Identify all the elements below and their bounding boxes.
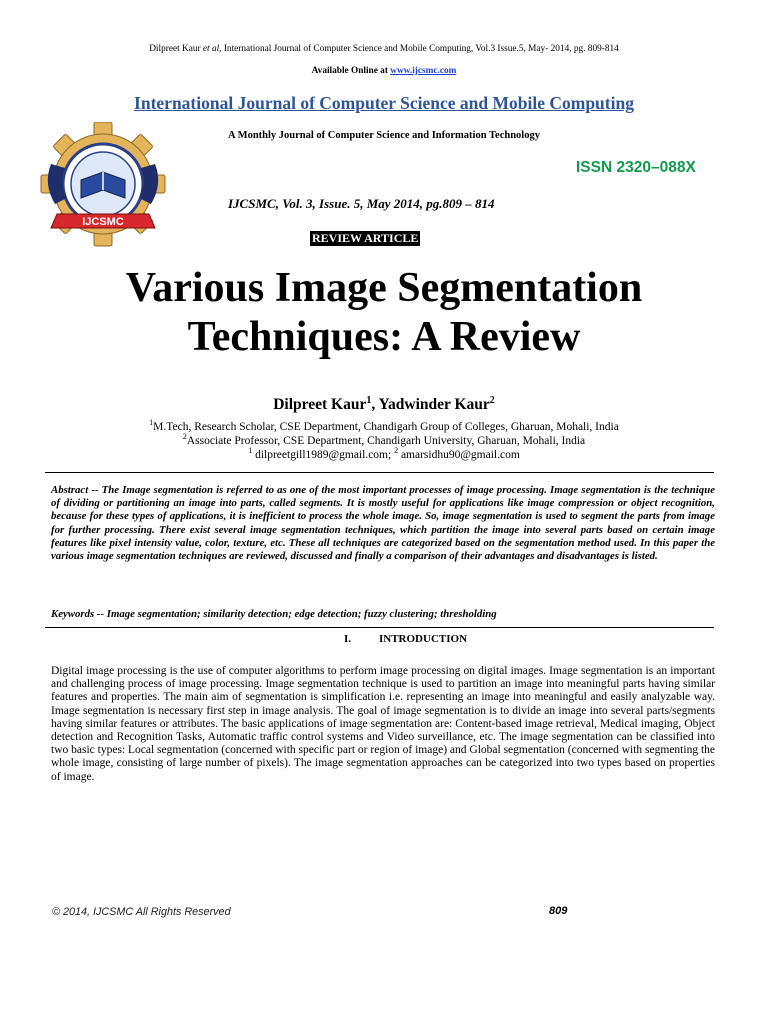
volume-line: IJCSMC, Vol. 3, Issue. 5, May 2014, pg.809 – 814 bbox=[228, 196, 495, 211]
issn-number: ISSN 2320–088X bbox=[576, 159, 696, 176]
author-separator: , bbox=[371, 396, 379, 414]
logo-emblem-icon bbox=[33, 122, 173, 252]
email-1[interactable]: dilpreetgill1989@gmail.com; bbox=[252, 448, 395, 461]
section-number: I. bbox=[344, 633, 352, 645]
journal-subtitle: A Monthly Journal of Computer Science and Information Technology bbox=[228, 130, 540, 141]
citation-author: Dilpreet Kaur bbox=[149, 44, 201, 54]
journal-website-link[interactable]: www.ijcsmc.com bbox=[390, 66, 457, 76]
affiliation-2-sup: 2 bbox=[182, 432, 187, 441]
divider-bottom bbox=[45, 627, 714, 628]
keywords: Keywords -- Image segmentation; similarity detection; edge detection; fuzzy clustering; thresholding bbox=[51, 608, 497, 620]
affiliation-1-sup: 1 bbox=[149, 418, 154, 427]
logo-text: IJCSMC bbox=[82, 216, 124, 228]
copyright-footer: © 2014, IJCSMC All Rights Reserved bbox=[52, 906, 231, 918]
email-2[interactable]: amarsidhu90@gmail.com bbox=[398, 448, 520, 461]
author-1: Dilpreet Kaur bbox=[273, 396, 367, 414]
journal-logo bbox=[33, 122, 173, 252]
citation-etal: et al bbox=[202, 44, 220, 54]
email-1-sup: 1 bbox=[248, 446, 253, 455]
author-2: Yadwinder Kaur bbox=[378, 396, 490, 414]
introduction-paragraph: Digital image processing is the use of computer algorithms to perform image processing on digital images. Image segmentation is an important and challenging process of image processing. Image segmentation technique is used to partition an image into meaningful parts having similar features and properties. The main aim of segmentation is simplification i.e. representing an image into meaningful and easily analyzable way. Image segmentation is necessary first step in image analysis. The goal of image segmentation is to divide an image into several parts/segments having similar features or attributes. The basic applications of image segmentation are: Content-based image retrieval, Medical imaging, Object detection and Recognition Tasks, Automatic traffic control systems and Video surveillance, etc. The image segmentation can be classified into two basic types: Local segmentation (concerned with specific part or region of image) and Global segmentation (concerned with segmenting the whole image, consisting of large number of pixels). The image segmentation approaches can be categorized into two types based on properties of image. bbox=[51, 665, 715, 783]
paper-title bbox=[0, 264, 768, 362]
running-header bbox=[0, 44, 768, 54]
title-line-1: Various Image Segmentation bbox=[125, 265, 643, 311]
author-1-sup: 1 bbox=[366, 395, 372, 406]
available-label: Available Online at bbox=[311, 66, 391, 76]
author-emails bbox=[0, 444, 768, 462]
affiliation-2-text: Associate Professor, CSE Department, Chandigarh University, Gharuan, Mohali, India bbox=[186, 434, 586, 447]
email-2-sup: 2 bbox=[394, 446, 399, 455]
section-title: INTRODUCTION bbox=[379, 633, 468, 645]
journal-title[interactable]: International Journal of Computer Science and Mobile Computing bbox=[134, 93, 634, 113]
available-online bbox=[0, 66, 768, 76]
affiliation-1-text: M.Tech, Research Scholar, CSE Department, Chandigarh Group of Colleges, Gharuan, Mohali, India bbox=[153, 420, 619, 433]
article-type-badge: REVIEW ARTICLE bbox=[312, 231, 419, 245]
page-number: 809 bbox=[549, 905, 568, 917]
author-list bbox=[0, 395, 768, 414]
author-2-sup: 2 bbox=[489, 395, 495, 406]
divider-top bbox=[45, 472, 714, 473]
abstract: Abstract -- The Image segmentation is referred to as one of the most important processes of image processing. Image segmentation is the technique of dividing or partitioning an image into parts, called segments. It is mostly useful for applications like image compression or object recognition, because for these types of applications, it is inefficient to process the whole image. So, image segmentation is used to segment the parts from image for further processing. There exist several image segmentation techniques, which partition the image into several parts based on certain image features like pixel intensity value, color, texture, etc. These all techniques are categorized based on the segmentation method used. In this paper the various image segmentation techniques are reviewed, discussed and finally a comparison of their advantages and disadvantages is listed. bbox=[51, 484, 715, 563]
title-line-2: Techniques: A Review bbox=[187, 314, 581, 360]
citation-rest: , International Journal of Computer Science and Mobile Computing, Vol.3 Issue.5, May- 2014, pg. 809-814 bbox=[219, 44, 619, 54]
